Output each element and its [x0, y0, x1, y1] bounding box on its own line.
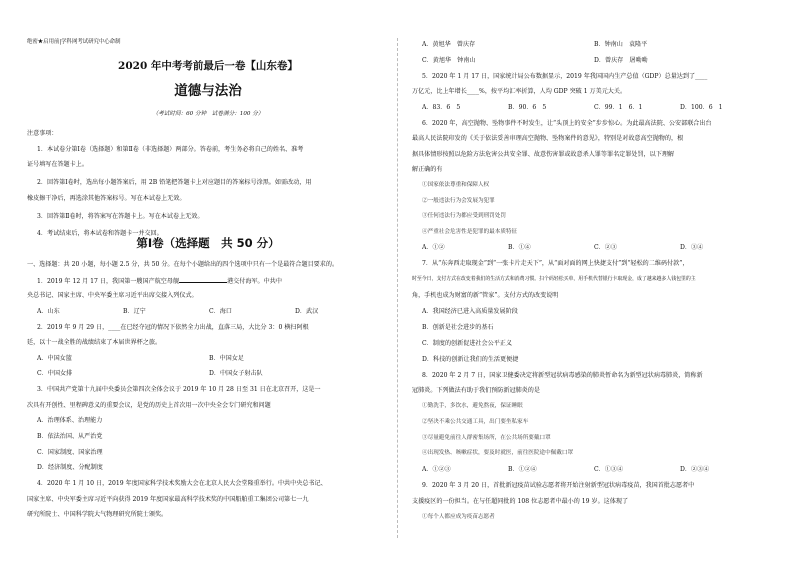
option: D．科技的创新让我们的生活更便捷 — [422, 356, 519, 363]
question-text: 据具体情形按照以危险方法危害公共安全罪、故意伤害罪或故意杀人罪等罪名定罪处罚，以下理解 — [412, 151, 675, 158]
option: A．治理体系、治理能力 — [37, 417, 103, 424]
statement: ②坚决不乘公共交通工具，出门要坐私家车 — [422, 419, 529, 425]
question-text: 1．2019 年 12 月 17 日，我国第一艘国产航空母舰 港交付海军。中共中 — [37, 278, 282, 285]
option: D．中国女子射击队 — [209, 370, 263, 377]
question-text: 3．中国共产党第十九届中央委员会第四次全体会议于 2019 年 10 月 28 日至 31 日在北京召开，这是一 — [37, 386, 321, 393]
statement: ①勤洗手，多饮水，避免熬夜，保证睡眠 — [422, 403, 523, 409]
option: C．①③④ — [594, 466, 624, 473]
option: A．黄旭华 曾庆存 — [422, 41, 476, 48]
option: C．②③ — [594, 244, 617, 251]
option: B．①④ — [508, 244, 531, 251]
question-text: 4．2020 年 1 月 10 日，2019 年度国家科学技术奖励大会在北京人民大会堂隆重举行。中共中央总书记、 — [37, 480, 327, 487]
option: D．③④ — [680, 244, 704, 251]
option: D．②③④ — [680, 466, 710, 473]
option: C．国家制度、国家治理 — [37, 449, 103, 456]
note-line: 橡皮擦干净后，再选涂其他答案标号。写在本试卷上无效。 — [27, 195, 186, 202]
statement: ③任何违法行为都应受到刑罚处罚 — [422, 213, 506, 219]
option: C．制度的创新促进社会公平正义 — [422, 340, 512, 347]
question-text: 5．2020 年 1 月 17 日，国家统计局公布数据显示，2019 年我国国内生产总值（GDP）总量达到了____ — [422, 73, 708, 80]
option: B．创新是社会进步的基石 — [422, 324, 494, 331]
option: A．①② — [422, 244, 445, 251]
option: D．100．6 1 — [680, 104, 723, 111]
option: B．①②④ — [508, 466, 537, 473]
note-line: 4．考试结束后，将本试卷和答题卡一并交回。 — [37, 230, 163, 237]
option: A．83．6 5 — [422, 104, 461, 111]
confidential-header: 绝密★启用前|学科网考试研究中心命制 — [27, 39, 121, 45]
option: B．依法治国、从严治党 — [37, 433, 103, 440]
notes-heading: 注意事项： — [27, 130, 58, 137]
question-text: 8．2020 年 2 月 7 日，国家卫健委决定将新型冠状病毒感染的肺炎暂命名为新型冠状病毒肺炎，简称新 — [422, 372, 703, 379]
question-text: 研究所院士、中国科学院大气物理研究所院士颁奖。 — [27, 511, 168, 518]
column-divider — [397, 38, 398, 538]
question-text: 6．2020 年，高空抛物、坠物事件不时发生，让“头顶上的安全”步步惊心。为此最高法院、公安部联合出台 — [422, 120, 712, 127]
exam-meta: （考试时间：60 分钟 试卷满分：100 分） — [152, 111, 264, 117]
option: D．经济制度、分配制度 — [37, 464, 103, 471]
answer-blank — [179, 277, 227, 283]
option: A．我国经济已进入高质量发展阶段 — [422, 308, 518, 315]
section-instructions: 一、选择题：共 20 小题，每小题 2.5 分，共 50 分。在每个小题给出的四个选项中只有一个是最符合题目要求的。 — [27, 261, 339, 268]
question-text: 支援疫区的一份担当。在与任超同批的 108 位志愿者中最小的 19 岁。这体现了 — [412, 498, 629, 505]
statement: ④出现发热、咳嗽症状，要及时就医，前往医院途中佩戴口罩 — [422, 450, 574, 456]
option: C．黄旭华 钟南山 — [422, 57, 476, 64]
option: C．中国女排 — [37, 370, 73, 377]
question-text: 角，手机也成为财富的新“管家”。支付方式的改变说明 — [412, 292, 559, 299]
question-text: 万亿元，比上年增长____%，按平均汇率折算，人均 GDP 突破 1 万美元大关。 — [412, 88, 627, 95]
option: B．钟南山 袁隆平 — [594, 41, 648, 48]
question-text: 冠肺炎。下列做法有助于我们预防新冠肺炎的是 — [412, 387, 540, 394]
exam-title: 2020 年中考考前最后一卷【山东卷】 — [118, 60, 298, 72]
option: A．山东 — [37, 308, 60, 315]
option: D．曾庆存 屠呦呦 — [594, 57, 648, 64]
question-text: 最高人民法院印发的《关于依法妥善审理高空抛物、坠物案件的意见》，特别是对故意高空抛物的，根 — [412, 135, 684, 142]
question-text: 2．2019 年 9 月 29 日，____在已经夺冠的情况下依然全力出战，直落三局，大比分 3：0 横扫阿根 — [37, 324, 309, 331]
option: B．中国女足 — [209, 355, 244, 362]
option: C．海口 — [209, 308, 232, 315]
note-line: 3．回答第Ⅱ卷时，将答案写在答题卡上。写在本试卷上无效。 — [37, 213, 204, 220]
statement: ①每个人都应成为疫苗志愿者 — [422, 514, 495, 520]
option: A．①②③ — [422, 466, 451, 473]
statement: ③尽量避免前往人群密集场所，在公共场所要戴口罩 — [422, 435, 551, 441]
option: B．90．6 5 — [508, 104, 547, 111]
note-line: 2．回答第Ⅰ卷时，选出每小题答案后，用 2B 铅笔把答题卡上对应题目的答案标号涂黑。如需改动，用 — [37, 179, 312, 186]
question-text: 廷，以十一战全胜的战绩结束了本届世界杯之旅。 — [27, 339, 162, 346]
statement: ②一般违法行为会发展为犯罪 — [422, 198, 495, 204]
question-text: 9．2020 年 3 月 20 日，首批新冠疫苗试验志愿者将开始注射新型冠状病毒疫苗，我国首批志愿者中 — [422, 482, 695, 489]
question-text: 时至今日，支付方式在改变着我们的生活方式和消费习惯。扫个码轻松买单，用手机代替银行卡取现金，成了越来越多人钱包里的主 — [412, 276, 696, 282]
question-text: 次具有开创性、里程碑意义的重要会议，是党的历史上首次用一次中央全会专门研究和问题 — [27, 402, 271, 409]
option: B．辽宁 — [123, 308, 146, 315]
question-text: 国家主席、中央军委主席习近平向获得 2019 年度国家最高科学技术奖的中国船舶重工集团公司第七一九 — [27, 496, 309, 503]
question-text: 7．从“东奔西走取现金”到“一张卡片走天下”，从“面对面的网上快捷支付”到“轻松的二维码付款”， — [422, 260, 689, 267]
note-line: 证号填写在答题卡上。 — [27, 161, 88, 168]
statement: ①国家依法尊重和保障人权 — [422, 182, 490, 188]
option: A．中国女篮 — [37, 355, 72, 362]
subject-title: 道德与法治 — [174, 83, 242, 99]
statement: ④严重社会危害性是犯罪的最本质特征 — [422, 229, 518, 235]
question-text: 央总书记、国家主席、中央军委主席习近平出席交接入列仪式。 — [27, 292, 198, 299]
question-text: 解正确的有 — [412, 166, 443, 173]
option: C．99．1 6．1 — [594, 104, 643, 111]
option: D．武汉 — [295, 308, 319, 315]
section-title: 第Ⅰ卷（选择题 共 50 分） — [136, 236, 280, 250]
note-line: 1．本试卷分第Ⅰ卷（选择题）和第Ⅱ卷（非选择题）两部分。答卷前，考生务必将自己的姓名、准考 — [37, 146, 304, 153]
